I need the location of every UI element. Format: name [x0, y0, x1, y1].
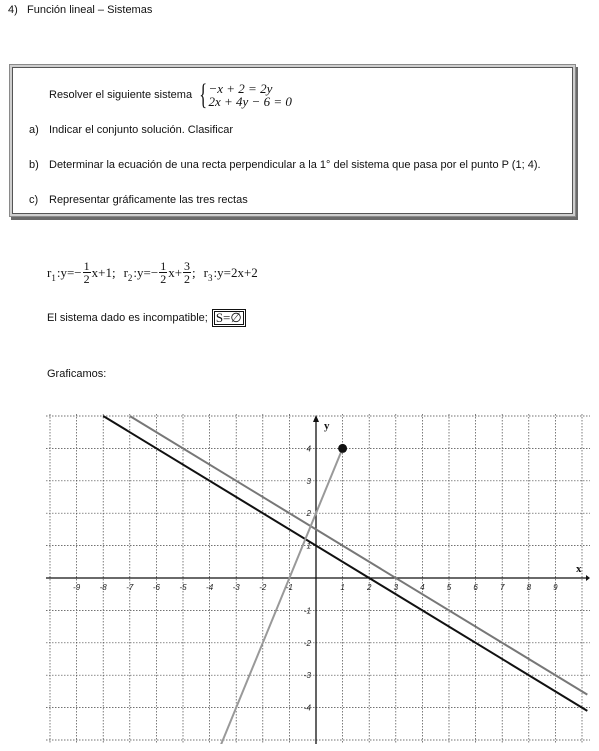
r1-tail: x+1;	[91, 264, 116, 280]
series-line-1	[103, 416, 587, 711]
task-item-b	[29, 159, 541, 171]
y-tick-label: 2	[306, 509, 311, 519]
task-intro-text: Resolver el siguiente sistema	[49, 89, 193, 101]
r1-num: 1	[83, 259, 90, 273]
grid	[46, 414, 590, 744]
r2-num: 1	[160, 259, 167, 273]
r2-num2: 3	[184, 259, 191, 273]
x-axis-label: x	[576, 563, 582, 575]
y-tick-label: 1	[306, 541, 311, 551]
x-tick-label: 9	[553, 583, 558, 592]
x-tick-label: -1	[285, 583, 293, 592]
task-item-text: Indicar el conjunto solución. Clasificar	[49, 124, 234, 136]
line-equations	[47, 260, 258, 285]
exercise-header	[8, 4, 152, 16]
x-tick-label: 3	[393, 583, 399, 592]
y-tick-label: -3	[303, 671, 311, 681]
r2-fraction-2	[183, 260, 191, 285]
x-tick-label: -6	[152, 583, 160, 592]
series-line-2	[130, 416, 588, 695]
x-tick-label: -8	[99, 583, 107, 592]
y-tick-label: -1	[303, 606, 311, 616]
task-item-text: Representar gráficamente las tres rectas	[49, 194, 248, 206]
x-tick-label: 1	[340, 583, 345, 592]
x-tick-label: -2	[259, 583, 267, 592]
y-tick-label: -2	[303, 638, 311, 648]
r2-mid: x+	[168, 264, 183, 280]
task-item-label: a)	[29, 124, 39, 136]
x-tick-label: -4	[206, 583, 214, 592]
system-brace: {	[199, 78, 208, 111]
series-lines	[103, 416, 587, 744]
x-tick-label: 6	[473, 583, 478, 592]
line-graph	[46, 414, 590, 744]
equation-2: 2x + 4y − 6 = 0	[208, 94, 292, 109]
x-tick-label: 7	[499, 583, 505, 592]
x-tick-label: 8	[526, 583, 532, 592]
y-axis-label: y	[324, 420, 330, 432]
graph-caption: Graficamos:	[47, 368, 107, 380]
x-tick-label: -7	[126, 583, 134, 592]
exercise-number: 4)	[8, 4, 18, 16]
y-tick-label: 4	[306, 444, 311, 454]
x-tick-label: 5	[446, 583, 452, 592]
task-item-label: c)	[29, 194, 39, 206]
task-item-c	[29, 194, 248, 206]
x-tick-label: 4	[420, 583, 425, 592]
equation-system	[196, 78, 292, 111]
series-line-3	[220, 445, 344, 744]
r3-subscript: 3	[208, 272, 213, 283]
r1-name: r	[47, 264, 52, 280]
x-tick-label: 2	[366, 583, 372, 592]
task-item-a	[29, 124, 233, 136]
r2-fraction-1	[159, 260, 167, 285]
solution-set-box: S=∅	[212, 309, 246, 327]
r1-subscript: 1	[51, 272, 56, 283]
x-tick-label: -9	[73, 583, 81, 592]
task-box	[12, 67, 573, 214]
axes	[46, 415, 590, 744]
exercise-title: Función lineal – Sistemas	[27, 4, 153, 16]
x-axis-arrow	[586, 575, 590, 581]
r2-den: 2	[160, 272, 167, 286]
r1-den: 2	[83, 272, 90, 286]
r2-name: r	[123, 264, 128, 280]
conclusion	[47, 309, 246, 327]
x-tick-label: -3	[232, 583, 240, 592]
r3-name: r	[203, 264, 209, 280]
task-item-text: Determinar la ecuación de una recta perpendicular a la 1° del sistema que pasa por el punto P (1; 4).	[49, 159, 541, 171]
y-tick-label: -4	[303, 703, 311, 713]
equation-1: −x + 2 = 2y	[208, 81, 273, 96]
r1-lhs: :y=−	[56, 264, 82, 280]
r2-tail: ;	[192, 264, 196, 280]
r2-lhs: :y=−	[133, 264, 159, 280]
r1-fraction	[83, 260, 91, 285]
task-item-label: b)	[29, 159, 39, 171]
y-tick-label: 3	[306, 476, 311, 486]
r3-equation: :y=2x+2	[213, 264, 258, 280]
r2-subscript: 2	[127, 272, 133, 283]
points	[338, 444, 347, 453]
x-tick-label: -5	[179, 583, 187, 592]
task-intro	[49, 78, 292, 111]
point-marker	[338, 444, 347, 453]
conclusion-text: El sistema dado es incompatible;	[47, 312, 208, 324]
r2-den2: 2	[184, 272, 191, 286]
